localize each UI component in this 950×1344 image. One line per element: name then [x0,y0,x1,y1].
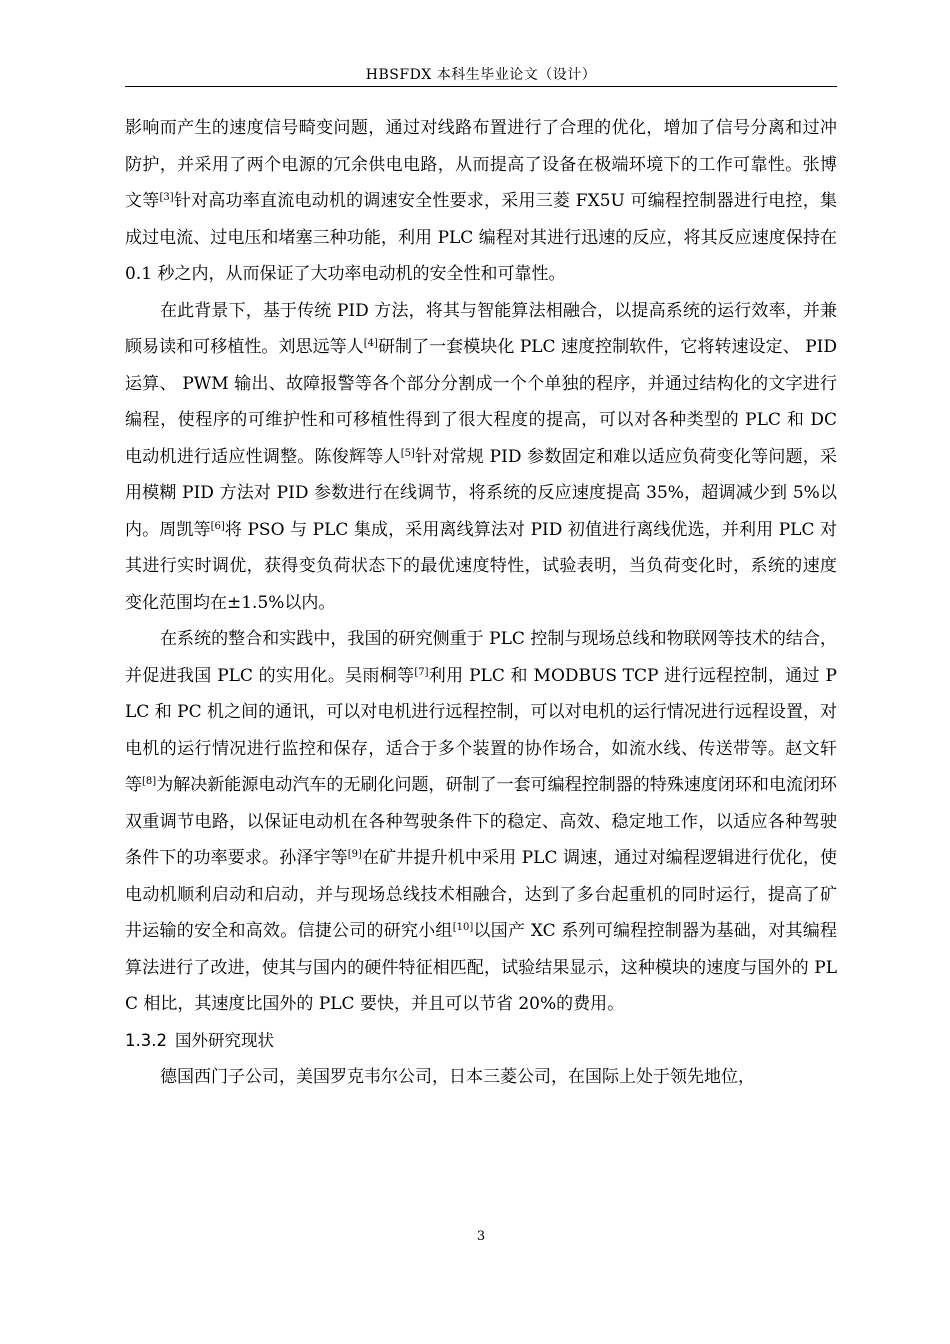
paragraph-3 [125,621,837,1023]
paragraph-1 [125,110,837,293]
citation-ref: [7] [414,666,429,678]
text-run: 在系统的整合和实践中，我国的研究侧重于 PLC 控制与现场总线和物联网等技术的结合，并促进我国 PLC 的实用化。吴雨桐等 [125,629,837,686]
text-run: 在矿井提升机中采用 PLC 调速，通过对编程逻辑进行优化，使电动机顺利启动和启动，并与现场总线技术相融合，达到了多台起重机的同时运行，提高了矿井运输的安全和高效。信捷公司的研究小组 [125,848,837,941]
page-header: HBSFDX 本科生毕业论文（设计） [365,67,597,83]
text-run: 利用 PLC 和 MODBUS TCP 进行远程控制，通过 PLC 和 PC 机之间的通讯，可以对电机进行远程控制，可以对电机的运行情况进行远程设置，对电机的运行情况进行监控和保存，适合于多个装置的协作场合，如流水线、传送带等。赵文轩等 [125,665,837,795]
citation-ref: [4] [363,338,378,349]
citation-ref: [5] [400,447,415,459]
section-title: 国外研究现状 [174,1030,274,1050]
citation-ref: [3] [159,192,174,203]
citation-ref: [6] [210,520,225,532]
citation-ref: [8] [142,776,157,787]
text-run: 影响而产生的速度信号畸变问题，通过对线路布置进行了合理的优化，增加了信号分离和过冲防护，并采用了两个电源的冗余供电电路，从而提高了设备在极端环境下的工作可靠性。张博文等 [125,118,837,211]
text-run: 针对高功率直流电动机的调速安全性要求，采用三菱 FX5U 可编程控制器进行电控，集成过电流、过电压和堵塞三种功能，利用 PLC 编程对其进行迅速的反应，将其反应速度保持在 0.1 秒之内，从而保证了大功率电动机的安全性和可靠性。 [125,191,837,284]
citation-ref: [9] [347,849,362,860]
text-run: 在此背景下，基于传统 PID 方法，将其与智能算法相融合，以提高系统的运行效率，并兼顾易读和可移植性。刘思远等人 [125,300,837,357]
header-divider [125,86,837,87]
section-heading [125,1023,837,1060]
section-number: 1.3.2 [125,1030,167,1050]
citation-ref: [10] [452,922,474,933]
page-number: 3 [476,1229,486,1244]
text-run: 研制了一套模块化 PLC 速度控制软件，它将转速设定、 PID 运算、 PWM 输出、故障报警等各个部分分割成一个个单独的程序，并通过结构化的文字进行编程，使程序的可维护性和可移植性得到了很大程度的提高，可以对各种类型的 PLC 和 DC 电动机进行适应性调整。陈俊辉等人 [125,337,837,467]
paragraph-2 [125,293,837,622]
text-run: 为解决新能源电动汽车的无刷化问题，研制了一套可编程控制器的特殊速度闭环和电流闭环双重调节电路，以保证电动机在各种驾驶条件下的稳定、高效、稳定地工作，以适应各种驾驶条件下的功率要求。孙泽宇等 [125,775,838,868]
body-text [125,110,837,1096]
text-run: 以国产 XC 系列可编程控制器为基础，对其编程算法进行了改进，使其与国内的硬件特征相匹配，试验结果显示，这种模块的速度与国外的 PLC 相比，其速度比国外的 PLC 要快，并且可以节省 20%的费用。 [125,921,838,1014]
text-run: 将 PSO 与 PLC 集成，采用离线算法对 PID 初值进行离线优选，并利用 PLC 对其进行实时调优，获得变负荷状态下的最优速度特性，试验表明，当负荷变化时，系统的速度变化范围均在±1.5%以内。 [125,519,837,613]
paragraph-4: 德国西门子公司，美国罗克韦尔公司，日本三菱公司，在国际上处于领先地位， [160,1067,755,1087]
text-run: 针对常规 PID 参数固定和难以适应负荷变化等问题，采用模糊 PID 方法对 PID 参数进行在线调节，将系统的反应速度提高 35%，超调减少到 5%以内。周凯等 [125,446,838,540]
